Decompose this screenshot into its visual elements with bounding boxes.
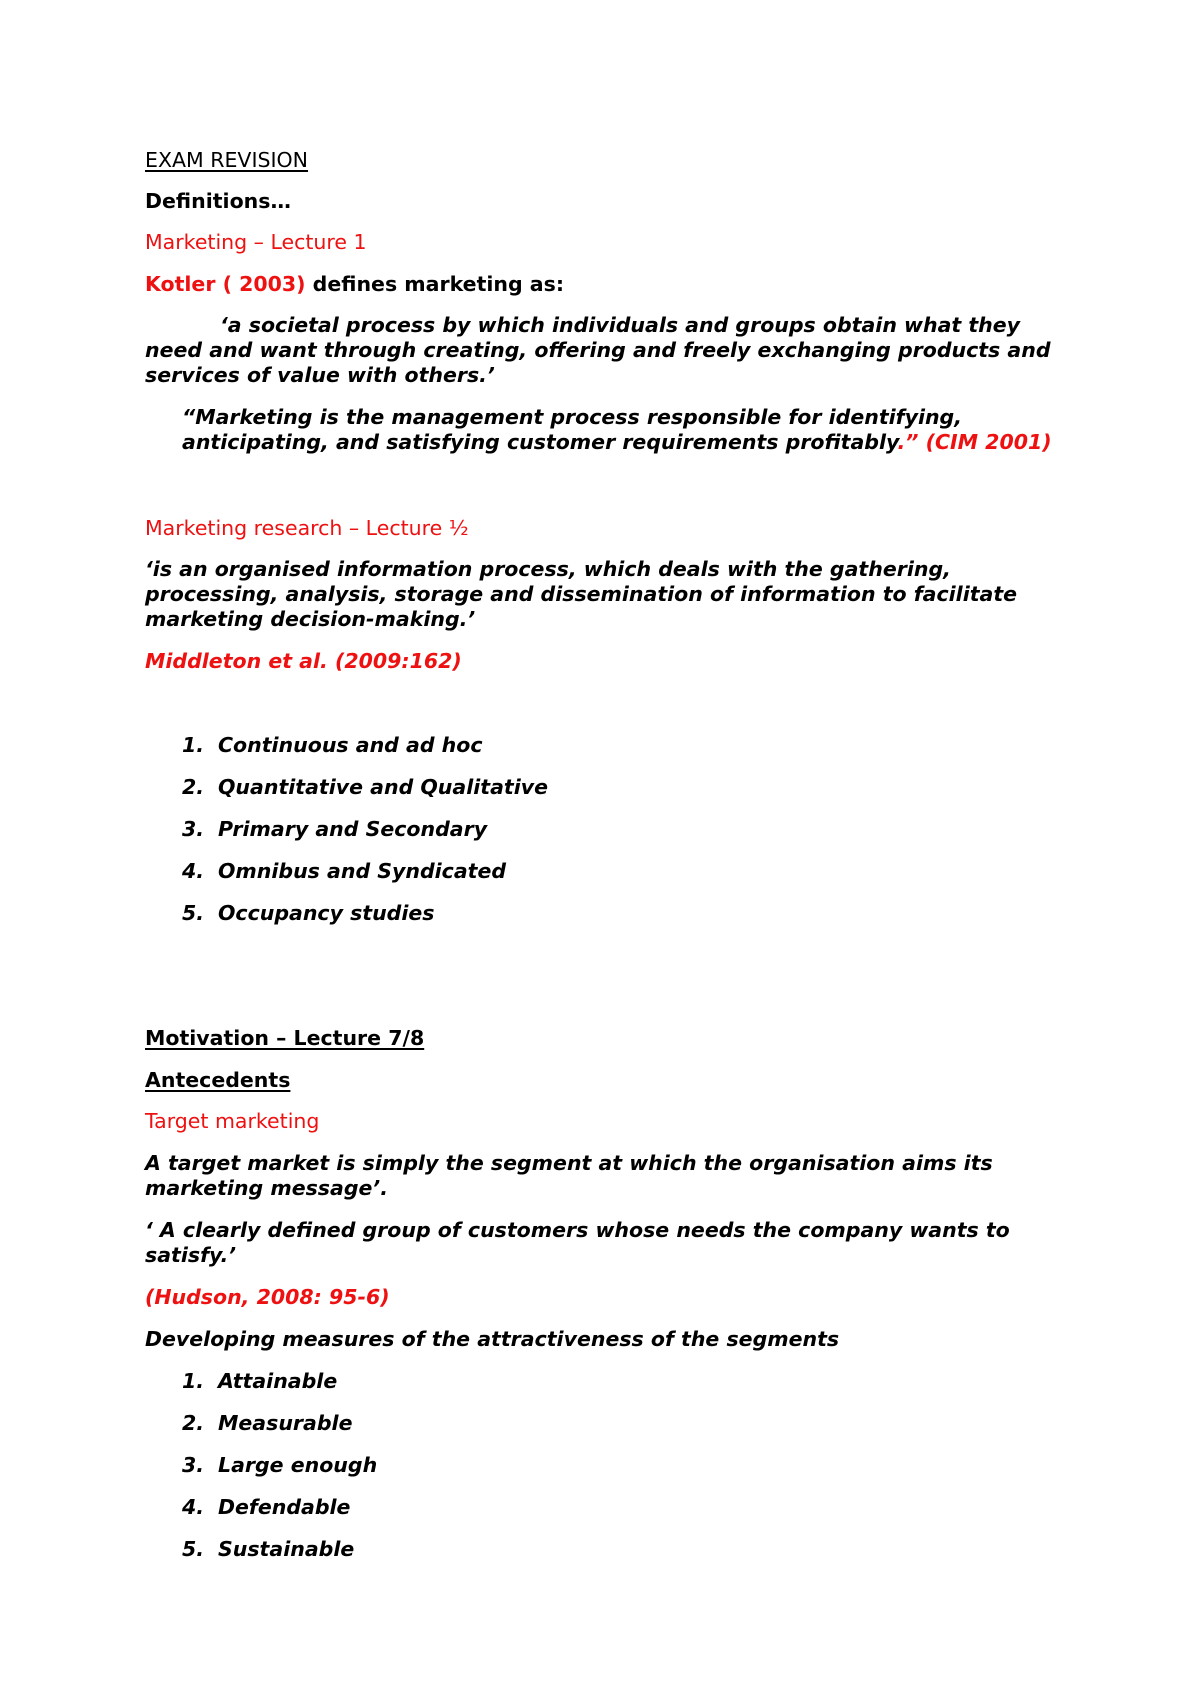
target-marketing-heading: Target marketing [145, 1109, 320, 1133]
definitions-heading: Definitions… [145, 189, 291, 213]
kotler-citation: Kotler ( 2003) [145, 272, 306, 296]
kotler-quote-line-2: need and want through creating, offering and freely exchanging products and [145, 338, 1051, 362]
research-quote-line-2: processing, analysis, storage and dissemination of information to facilitate [145, 582, 1018, 606]
cim-quote-line-2 [182, 429, 1052, 455]
research-quote-line-1: ‘is an organised information process, which deals with the gathering, [145, 557, 951, 581]
section-marketing-research-heading: Marketing research – Lecture ½ [145, 516, 469, 540]
antecedents-heading: Antecedents [145, 1068, 291, 1092]
section-marketing-heading: Marketing – Lecture 1 [145, 230, 367, 254]
kotler-text: defines marketing as: [305, 272, 565, 296]
kotler-quote-line-1: ‘a societal process by which individuals and groups obtain what they [220, 313, 1021, 337]
cim-quote-text: anticipating, and satisfying customer requirements profitably [182, 430, 898, 454]
kotler-quote-line-3: services of value with others.’ [145, 363, 495, 387]
target-definition2-line-1: ‘ A clearly defined group of customers whose needs the company wants to [145, 1218, 1010, 1242]
middleton-citation: Middleton et al. (2009:162) [145, 649, 462, 673]
cim-citation: .” (CIM 2001) [897, 430, 1052, 454]
research-quote-line-3: marketing decision-making.’ [145, 607, 476, 631]
page-title: EXAM REVISION [145, 148, 309, 172]
target-definition2-line-2: satisfy.’ [145, 1243, 237, 1267]
measures-heading: Developing measures of the attractiveness of the segments [145, 1327, 840, 1351]
cim-quote-line-1: “Marketing is the management process responsible for identifying, [182, 405, 963, 429]
target-definition-line-1: A target market is simply the segment at which the organisation aims its [145, 1151, 993, 1175]
target-definition-line-2: marketing message’. [145, 1176, 388, 1200]
hudson-citation: (Hudson, 2008: 95-6) [145, 1285, 390, 1309]
kotler-line [145, 271, 564, 297]
section-motivation-heading: Motivation – Lecture 7/8 [145, 1026, 425, 1050]
